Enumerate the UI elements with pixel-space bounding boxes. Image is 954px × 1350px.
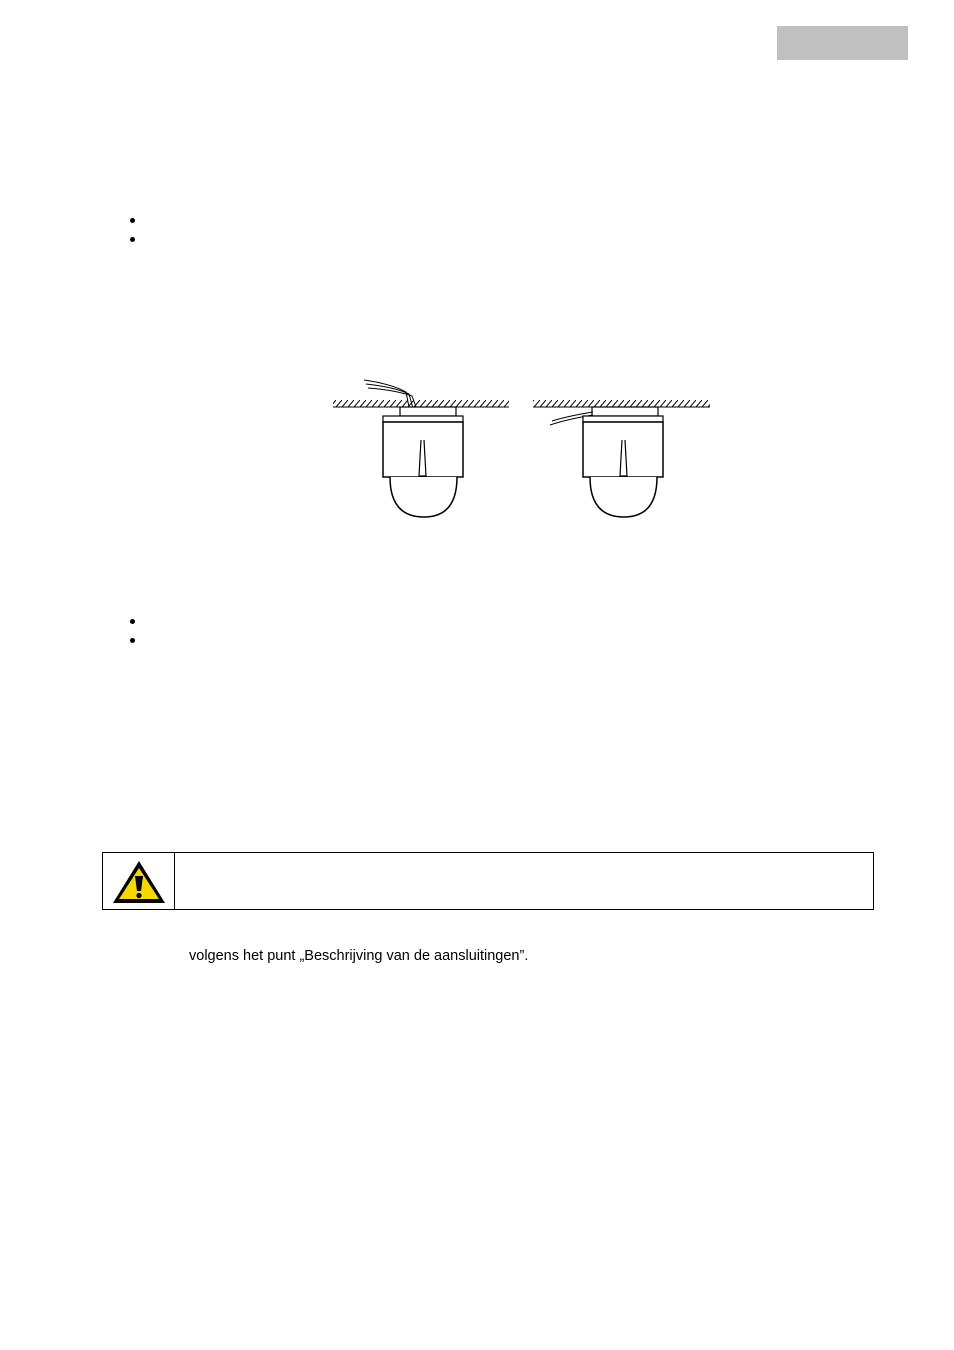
warning-note [102, 852, 874, 910]
camera-surface-ceiling [533, 400, 710, 517]
camera-mounting-figure [330, 372, 715, 522]
language-tag [777, 26, 908, 60]
warning-icon-cell [103, 853, 175, 909]
camera-flush-ceiling [333, 380, 509, 517]
instruction-text: volgens het punt „Beschrijving van de aansluitingen”. [189, 948, 529, 964]
warning-triangle-icon [110, 858, 168, 906]
